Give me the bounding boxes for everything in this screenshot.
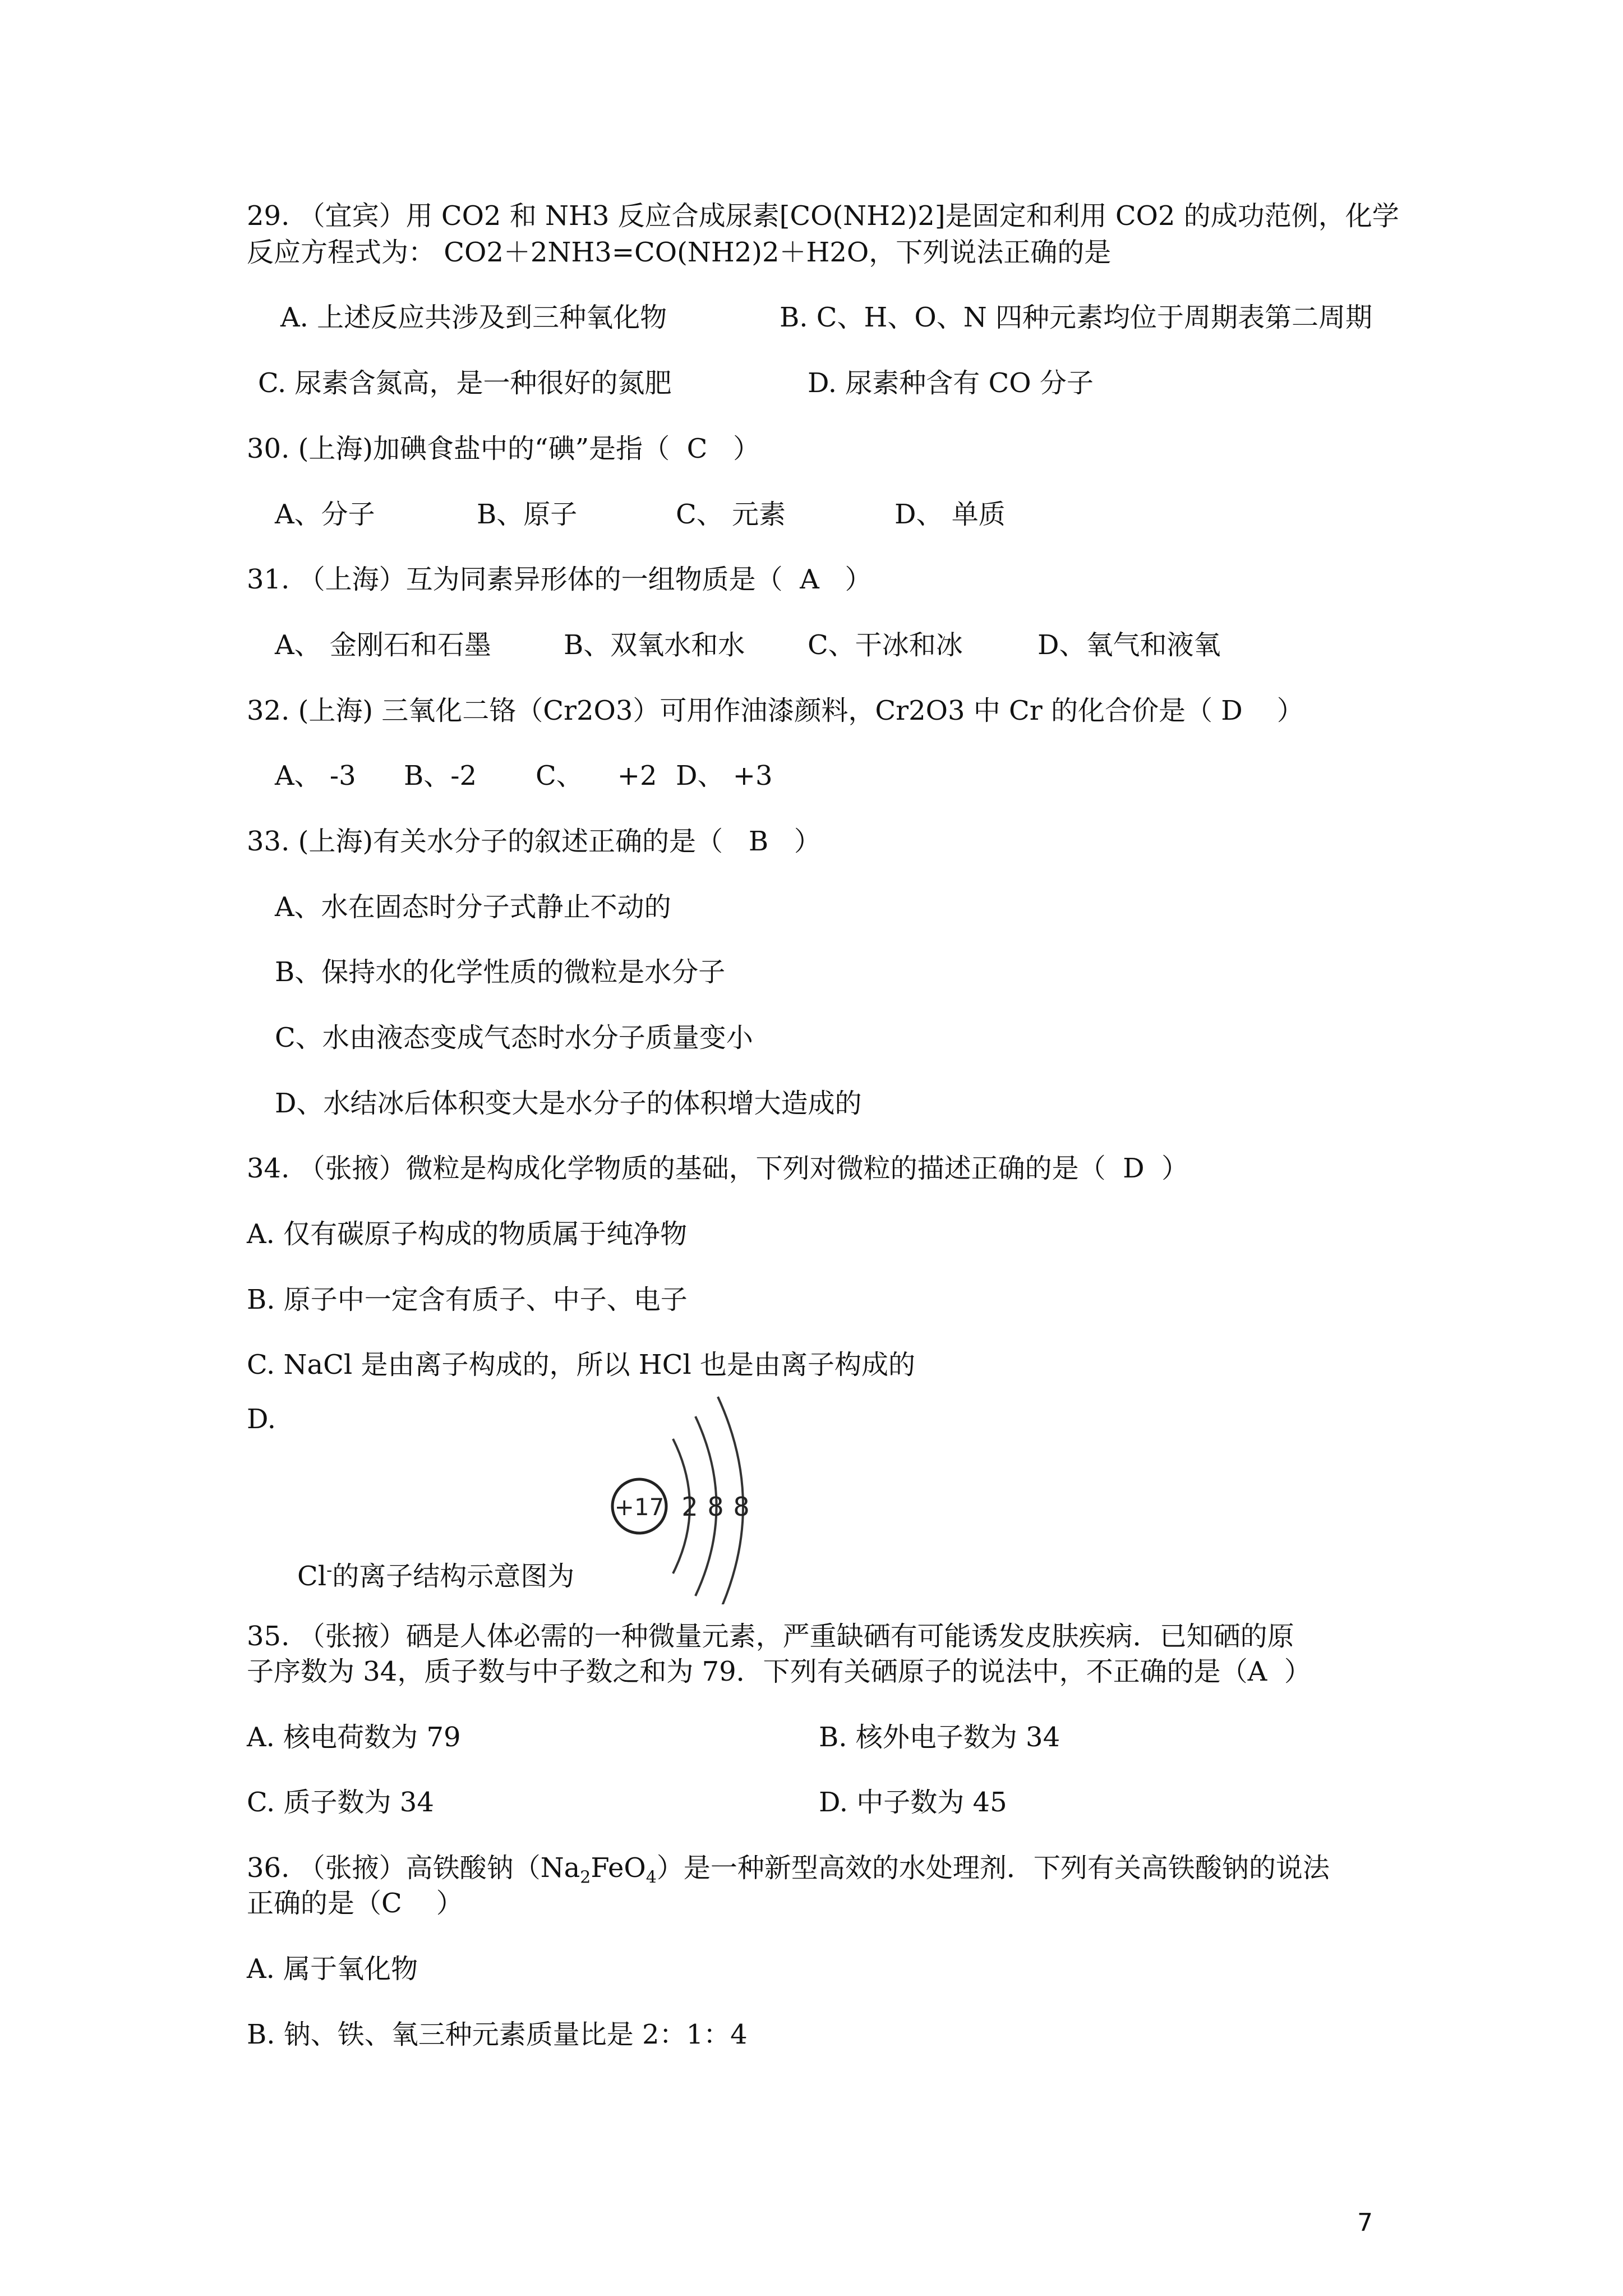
q32-stem: 32. (上海) 三氧化二铬（Cr2O3）可用作油漆颜料，Cr2O3 中 Cr 的化合价是（ D ）: [247, 695, 1304, 726]
q32-option-b: B、-2: [404, 760, 477, 792]
q34-option-a: A. 仅有碳原子构成的物质属于纯净物: [247, 1218, 688, 1250]
q29-option-d: D. 尿素种含有 CO 分子: [808, 367, 1094, 399]
q35-option-b: B. 核外电子数为 34: [819, 1722, 1061, 1753]
chloride-ion-structure-diagram: [600, 1391, 768, 1604]
q30-option-b: B、原子: [477, 499, 578, 530]
q30-option-d: D、 单质: [895, 499, 1006, 530]
q34-option-b: B. 原子中一定含有质子、中子、电子: [247, 1284, 688, 1315]
q36-stem-line2: 正确的是（C ）: [247, 1888, 463, 1919]
q35-option-d: D. 中子数为 45: [819, 1787, 1007, 1818]
q31-stem: 31. （上海）互为同素异形体的一组物质是（ A ）: [247, 564, 872, 595]
q35-stem-line1: 35. （张掖）硒是人体必需的一种微量元素，严重缺硒有可能诱发皮肤疾病．已知硒的原: [247, 1621, 1294, 1652]
q36-option-b: B. 钠、铁、氧三种元素质量比是 2：1：4: [247, 2019, 748, 2050]
q33-option-c: C、水由液态变成气态时水分子质量变小: [275, 1022, 753, 1053]
nucleus-charge: +17: [614, 1493, 665, 1521]
q31-option-b: B、双氧水和水: [564, 629, 745, 661]
q31-option-c: C、干冰和冰: [808, 629, 963, 661]
q34-option-c: C. NaCl 是由离子构成的，所以 HCl 也是由离子构成的: [247, 1349, 915, 1381]
q29-stem-line2: 反应方程式为： CO2＋2NH3=CO(NH2)2＋H2O，下列说法正确的是: [247, 237, 1112, 268]
q30-option-a: A、分子: [275, 499, 375, 530]
q32-option-a: A、 -3: [275, 760, 356, 792]
q31-option-a: A、 金刚石和石墨: [275, 629, 491, 661]
q34-option-d-caption: [297, 1554, 574, 1593]
q35-stem-line2: 子序数为 34，质子数与中子数之和为 79．下列有关硒原子的说法中，不正确的是（A ）: [247, 1656, 1311, 1687]
chloride-charge: -: [326, 1561, 333, 1580]
q34-option-d-label: D.: [247, 1404, 276, 1435]
q36-subscript-na: 2: [580, 1867, 591, 1888]
q36-subscript-o: 4: [645, 1867, 657, 1888]
q35-option-a: A. 核电荷数为 79: [247, 1722, 461, 1753]
q32-option-c: C、 +2: [536, 760, 657, 792]
q29-stem-line1: 29. （宜宾）用 CO2 和 NH3 反应合成尿素[CO(NH2)2]是固定和利用 CO2 的成功范例，化学: [247, 200, 1399, 232]
shell-3-electrons: 8: [733, 1492, 750, 1522]
q33-option-b: B、保持水的化学性质的微粒是水分子: [275, 956, 726, 988]
q30-option-c: C、 元素: [676, 499, 786, 530]
q36-text-b: FeO: [591, 1852, 646, 1884]
q30-stem: 30. (上海)加碘食盐中的“碘”是指（ C ）: [247, 433, 760, 464]
q32-option-d: D、 +3: [676, 760, 773, 792]
q29-option-b: B. C、H、O、N 四种元素均位于周期表第二周期: [780, 302, 1372, 333]
q33-option-d: D、水结冰后体积变大是水分子的体积增大造成的: [275, 1088, 862, 1119]
q36-text-c: ）是一种新型高效的水处理剂．下列有关高铁酸钠的说法: [656, 1852, 1330, 1884]
page-number: 7: [1357, 2208, 1373, 2237]
q33-stem: 33. (上海)有关水分子的叙述正确的是（ B ）: [247, 826, 821, 857]
q36-text-a: 36. （张掖）高铁酸钠（Na: [247, 1852, 580, 1884]
q35-option-c: C. 质子数为 34: [247, 1787, 434, 1818]
q31-option-d: D、氧气和液氧: [1038, 629, 1221, 661]
shell-1-electrons: 2: [681, 1492, 698, 1522]
caption-text: 的离子结构示意图为: [332, 1561, 575, 1592]
q33-option-a: A、水在固态时分子式静止不动的: [275, 891, 671, 923]
q34-stem: 34. （张掖）微粒是构成化学物质的基础，下列对微粒的描述正确的是（ D ）: [247, 1153, 1189, 1184]
chloride-symbol: Cl: [297, 1561, 327, 1592]
q29-option-c: C. 尿素含氮高，是一种很好的氮肥: [258, 367, 672, 399]
shell-2-electrons: 8: [707, 1492, 724, 1522]
q36-option-a: A. 属于氧化物: [247, 1953, 418, 1985]
q29-option-a: A. 上述反应共涉及到三种氧化物: [280, 302, 667, 333]
